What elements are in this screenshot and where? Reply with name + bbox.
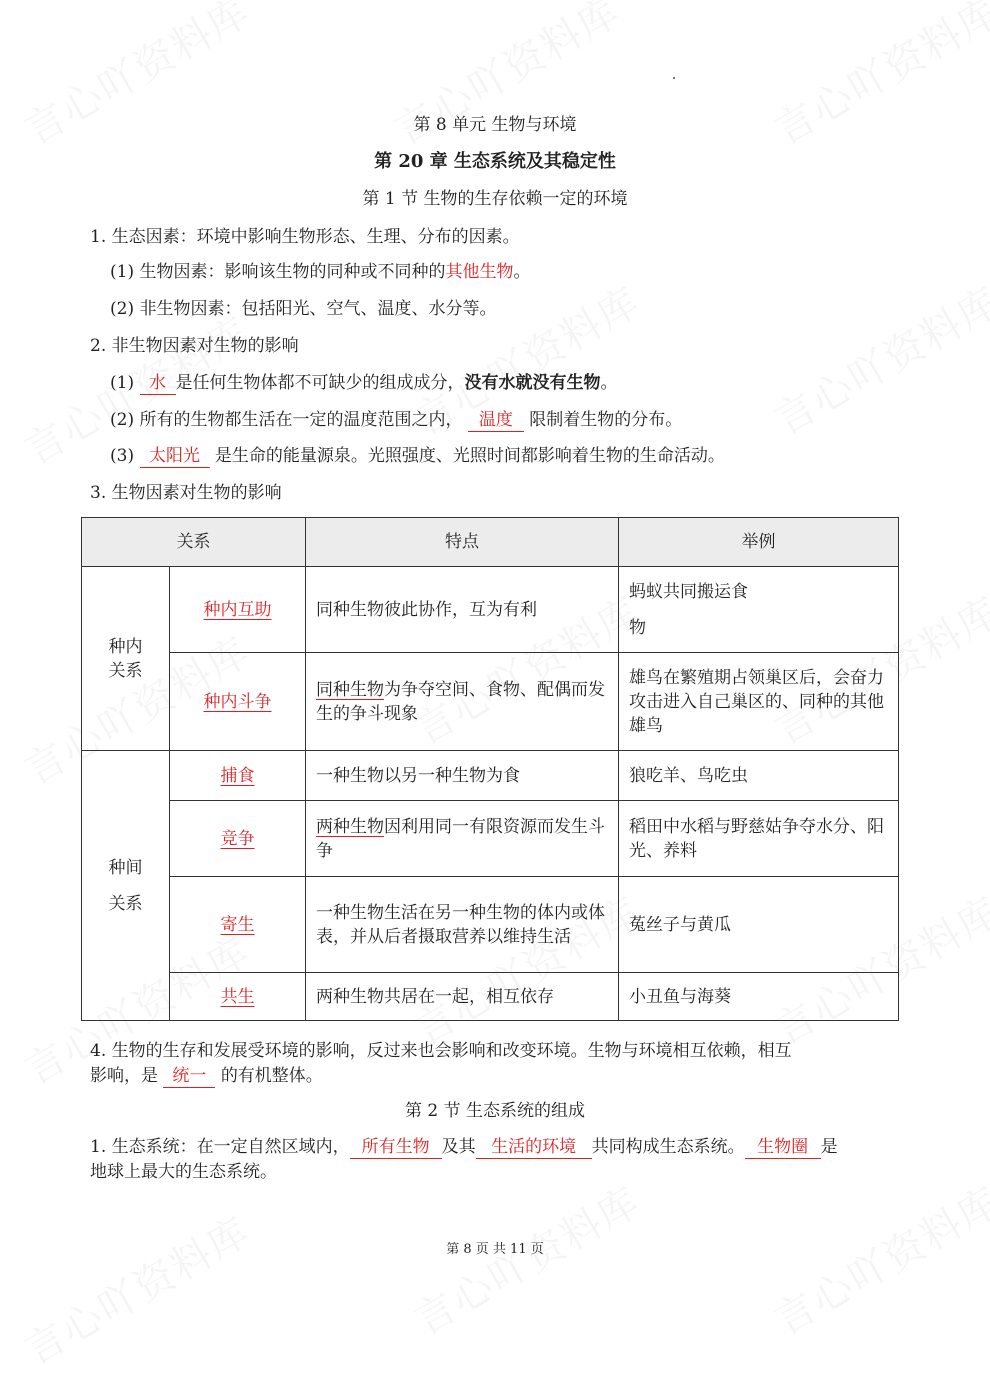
feature-text: 同种生物彼此协作，互为有利: [316, 599, 537, 620]
s2-point-1: [90, 1135, 838, 1159]
speck: [673, 77, 675, 79]
header-example: 举例: [619, 518, 899, 567]
answer-text: 其他生物: [445, 262, 514, 282]
relation-type: [170, 877, 306, 973]
chapter-title: 第 20 章 生态系统及其稳定性: [374, 151, 616, 172]
answer-blank: 水: [140, 372, 176, 395]
category-inter: 种间 关系: [82, 751, 170, 1021]
point-1b: (2) 非生物因素：包括阳光、空气、温度、水分等。: [110, 299, 497, 319]
point-2a: [110, 371, 618, 395]
text: 。: [600, 373, 618, 393]
feature-cell: [306, 567, 619, 653]
relation-type-label: 寄生: [220, 914, 255, 935]
feature-cell: [306, 751, 619, 801]
relation-type: [170, 751, 306, 801]
text: 1. 生态系统：在一定自然区域内，: [90, 1137, 350, 1157]
point-4-line2: [90, 1064, 323, 1088]
feature-text: 一种生物以另一种生物为食: [316, 765, 520, 786]
text: 是: [820, 1137, 838, 1157]
example-cell: 狼吃羊、鸟吃虫: [619, 751, 899, 801]
text: 。: [513, 262, 531, 282]
answer-blank: 生物圈: [745, 1136, 821, 1159]
relation-type-label: 共生: [220, 986, 255, 1007]
text: 影响，是: [90, 1066, 158, 1086]
page-number: 第 8 页 共 11 页: [446, 1242, 544, 1257]
text: 是任何生物体都不可缺少的组成成分，: [175, 373, 465, 393]
emphasis-text: 没有水就没有生物: [464, 373, 601, 393]
feature-text: 一种生物生活在另一种生物的体内或体表，并从后者摄取营养以维持生活: [316, 902, 605, 947]
answer-blank: 温度: [468, 409, 524, 432]
relation-type: [170, 567, 306, 653]
watermark: [13, 1201, 260, 1376]
feature-underlined: 两种生物: [316, 816, 384, 837]
relation-type: [170, 801, 306, 877]
watermark: [763, 271, 990, 446]
answer-blank: 统一: [163, 1065, 215, 1088]
table-row: [82, 653, 899, 751]
text: (3): [110, 446, 135, 466]
table-row: [82, 973, 899, 1021]
point-2: 2. 非生物因素对生物的影响: [90, 336, 299, 356]
relation-type-label: 种内斗争: [203, 691, 272, 712]
relation-type-label: 竞争: [220, 828, 255, 849]
relation-type: [170, 973, 306, 1021]
point-1a: [110, 260, 530, 284]
example-cell: 雄鸟在繁殖期占领巢区后，会奋力攻击进入自己巢区的、同种的其他雄鸟: [619, 653, 899, 751]
text: (1): [110, 373, 135, 393]
text: 限制着生物的分布。: [529, 410, 683, 430]
point-2b: [110, 408, 682, 432]
table-row: [82, 567, 899, 653]
text: (2) 所有的生物都生活在一定的温度范围之内，: [110, 410, 463, 430]
relation-type-label: 种内互助: [203, 599, 272, 620]
answer-blank: 太阳光: [140, 445, 210, 468]
feature-cell: [306, 653, 619, 751]
point-3: 3. 生物因素对生物的影响: [90, 483, 282, 503]
example-cell: 小丑鱼与海葵: [619, 973, 899, 1021]
text: (1) 生物因素：影响该生物的同种或不同种的: [110, 262, 446, 282]
example-cell: 蚂蚁共同搬运食 物: [619, 567, 899, 653]
table-row: [82, 801, 899, 877]
unit-title: 第 8 单元 生物与环境: [413, 115, 577, 135]
point-1: 1. 生态因素：环境中影响生物形态、生理、分布的因素。: [90, 227, 520, 247]
feature-text: 因利用同一有限资源而发生斗争: [316, 816, 605, 861]
s2-point-1-line2: 地球上最大的生态系统。: [90, 1162, 277, 1182]
feature-cell: [306, 877, 619, 973]
example-cell: 菟丝子与黄瓜: [619, 877, 899, 973]
relation-type-label: 捕食: [220, 765, 255, 786]
text: 共同构成生态系统。: [591, 1137, 745, 1157]
answer-blank: 所有生物: [350, 1136, 442, 1159]
header-feature: 特点: [306, 518, 619, 567]
point-2c: [110, 444, 725, 468]
text: 的有机整体。: [220, 1066, 323, 1086]
relation-table: [81, 517, 899, 1021]
table-row: [82, 877, 899, 973]
point-4-line1: 4. 生物的生存和发展受环境的影响，反过来也会影响和改变环境。生物与环境相互依赖，相互: [90, 1041, 792, 1061]
relation-type: [170, 653, 306, 751]
feature-text: 两种生物共居在一起，相互依存: [316, 986, 554, 1007]
text: 是生命的能量源泉。光照强度、光照时间都影响着生物的生命活动。: [214, 446, 725, 466]
section1-title: 第 1 节 生物的生存依赖一定的环境: [362, 189, 628, 209]
table-row: [82, 751, 899, 801]
section2-title: 第 2 节 生态系统的组成: [404, 1101, 586, 1121]
example-cell: 稻田中水稻与野慈姑争夺水分、阳光、养料: [619, 801, 899, 877]
text: 及其: [441, 1137, 476, 1157]
category-intra: 种内 关系: [82, 567, 170, 751]
feature-text: 为争夺空间、食物、配偶而发生的争斗现象: [316, 679, 605, 724]
feature-cell: [306, 973, 619, 1021]
answer-blank: 生活的环境: [476, 1136, 592, 1159]
header-relation: 关系: [82, 518, 306, 567]
table-header-row: [82, 518, 899, 567]
feature-cell: [306, 801, 619, 877]
feature-underlined: 同种生物: [316, 679, 384, 700]
